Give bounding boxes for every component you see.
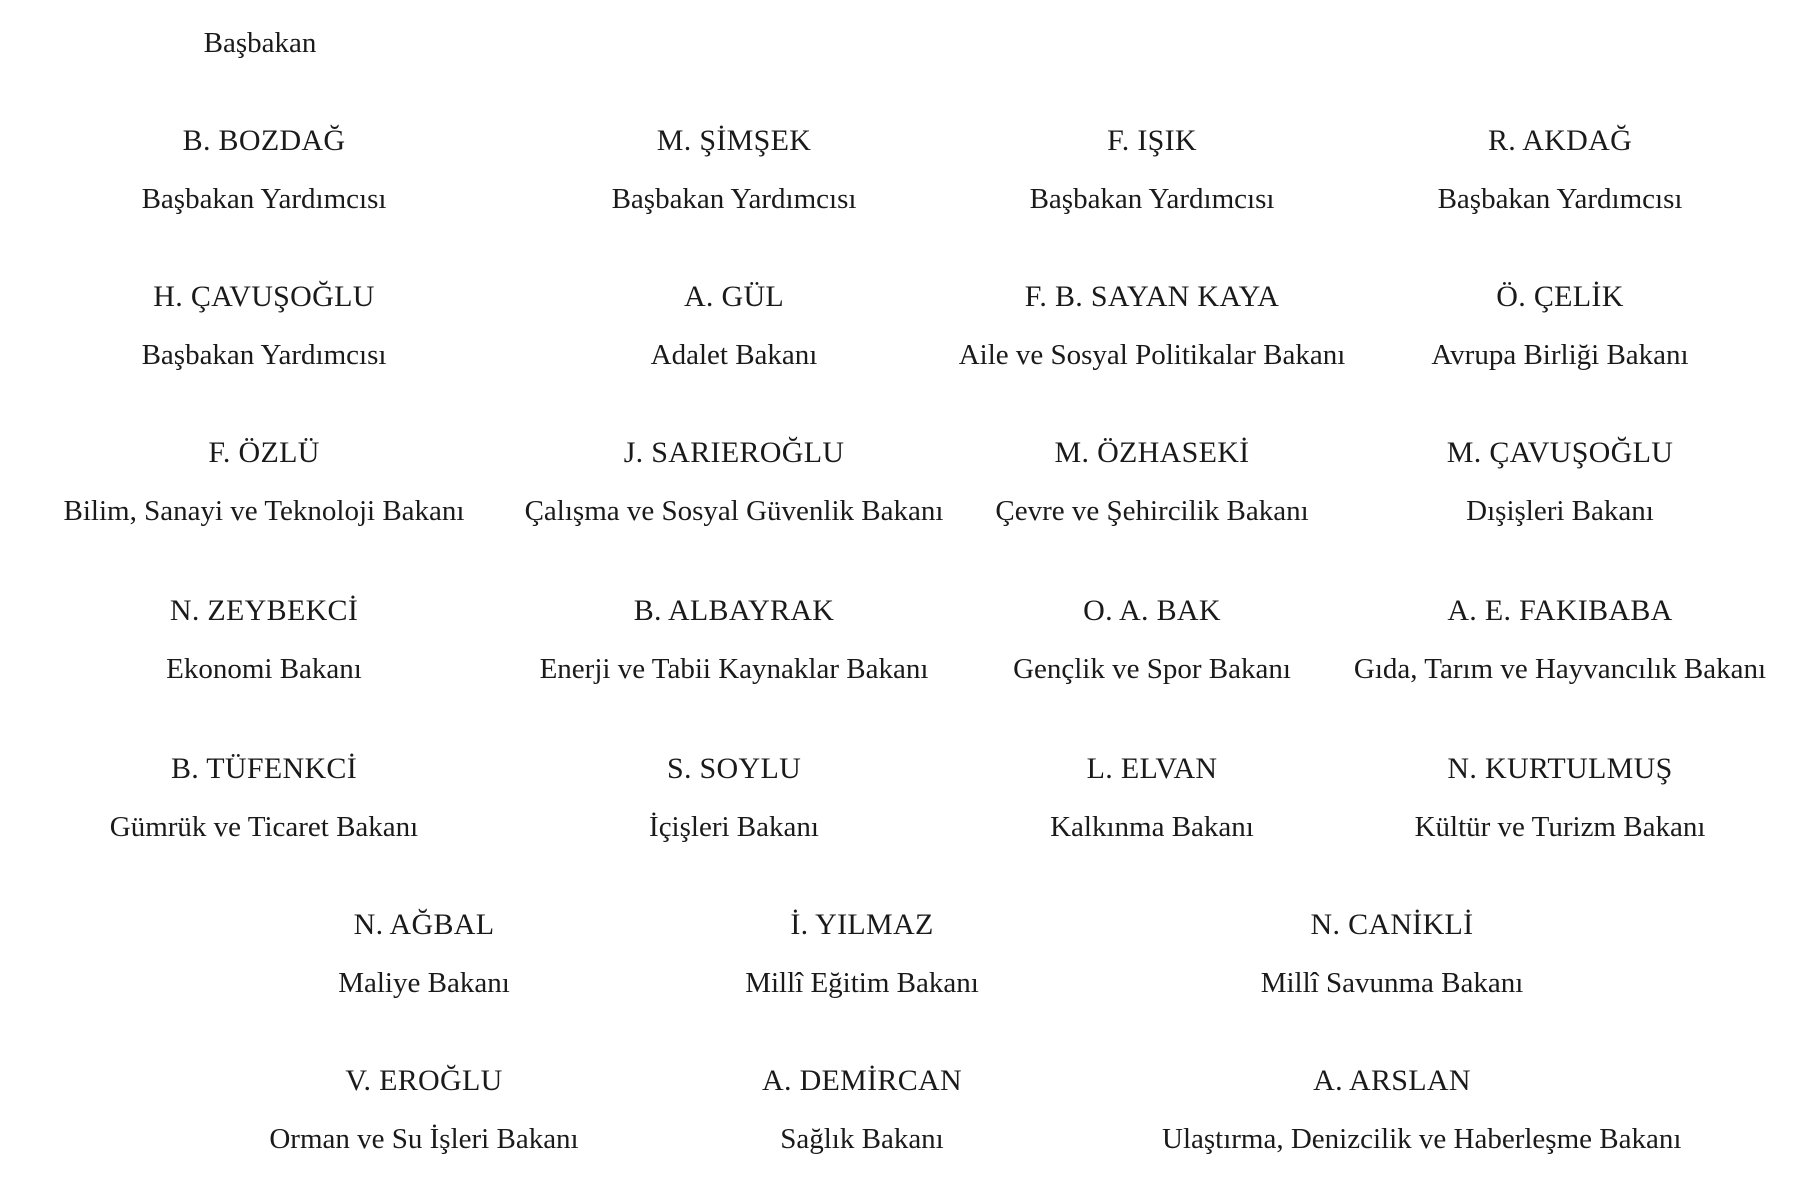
signatory-entry [34,280,494,372]
signatory-entry [34,752,494,844]
signatory-entry [504,752,964,844]
signatory-title: Sağlık Bakanı [780,1123,944,1155]
signatory-name: A. GÜL [683,280,785,313]
signatory-entry [34,594,494,686]
signatory-entry [1330,436,1790,528]
signatory-title: Kalkınma Bakanı [1050,811,1254,843]
signatory-title: Ulaştırma, Denizcilik ve Haberleşme Bakanı [1162,1123,1682,1155]
signatory-entry [922,280,1382,372]
signatory-title: Bilim, Sanayi ve Teknoloji Bakanı [63,495,465,527]
signatory-name: L. ELVAN [1086,752,1218,785]
signatory-entry [632,908,1092,1000]
signatory-name: İ. YILMAZ [790,908,934,941]
signatory-entry [504,280,964,372]
signatory-entry [1330,594,1790,686]
signatory-title: İçişleri Bakanı [649,811,819,843]
signatory-name: F. ÖZLÜ [208,436,320,469]
signatory-title: Aile ve Sosyal Politikalar Bakanı [958,339,1346,371]
signatory-title: Millî Savunma Bakanı [1260,967,1524,999]
signatory-title: Avrupa Birliği Bakanı [1431,339,1689,371]
signatory-entry [194,1064,654,1156]
signatory-name: F. B. SAYAN KAYA [1024,280,1280,313]
signatory-name: Ö. ÇELİK [1496,280,1624,313]
signatory-name: N. ZEYBEKCİ [169,594,359,627]
signatory-name: N. CANİKLİ [1310,908,1474,941]
signatory-entry [1330,124,1790,216]
prime-minister-title: Başbakan [203,27,317,59]
signatory-title: Enerji ve Tabii Kaynaklar Bakanı [539,653,929,685]
signatory-name: M. ŞİMŞEK [656,124,812,157]
signatory-title: Millî Eğitim Bakanı [745,967,979,999]
signatory-name: M. ÖZHASEKİ [1054,436,1250,469]
signatory-entry [504,436,964,528]
signatory-title: Kültür ve Turizm Bakanı [1414,811,1706,843]
signatory-entry [1330,280,1790,372]
signatory-name: S. SOYLU [666,752,802,785]
signatory-name: N. KURTULMUŞ [1447,752,1673,785]
signatory-title: Gençlik ve Spor Bakanı [1013,653,1291,685]
signatory-name: B. TÜFENKCİ [170,752,358,785]
signatory-entry [922,752,1382,844]
signatory-name: B. ALBAYRAK [633,594,835,627]
signatory-name: A. E. FAKIBABA [1447,594,1673,627]
signatory-entry [922,594,1382,686]
signatory-name: H. ÇAVUŞOĞLU [153,280,375,313]
signatory-entry [194,908,654,1000]
signatory-title: Dışişleri Bakanı [1466,495,1654,527]
signatory-name: A. DEMİRCAN [762,1064,962,1097]
signatory-name: F. IŞIK [1107,124,1197,157]
signatory-title: Başbakan Yardımcısı [141,183,387,215]
signatory-title: Adalet Bakanı [650,339,818,371]
signatory-entry [922,124,1382,216]
signatory-entry [34,124,494,216]
signatory-name: A. ARSLAN [1313,1064,1471,1097]
signatory-entry [632,1064,1092,1156]
signatory-entry [1162,1064,1682,1156]
signatory-entry [1162,908,1622,1000]
signatory-name: J. SARIEROĞLU [623,436,845,469]
signatory-name: R. AKDAĞ [1487,124,1633,157]
signatory-title: Gıda, Tarım ve Hayvancılık Bakanı [1353,653,1767,685]
signatory-title: Orman ve Su İşleri Bakanı [269,1123,579,1155]
signatory-entry [34,436,494,528]
signatory-title: Ekonomi Bakanı [166,653,362,685]
signatory-entry [504,594,964,686]
signatory-entry [1330,752,1790,844]
signatory-name: V. EROĞLU [345,1064,503,1097]
signatory-name: N. AĞBAL [353,908,495,941]
signatory-title: Gümrük ve Ticaret Bakanı [109,811,419,843]
cut-off-name [145,0,375,2]
signatory-name: M. ÇAVUŞOĞLU [1446,436,1674,469]
signatory-title: Başbakan Yardımcısı [141,339,387,371]
signatory-name: O. A. BAK [1083,594,1221,627]
signatory-title: Maliye Bakanı [338,967,510,999]
signatory-title: Başbakan Yardımcısı [1437,183,1683,215]
signatory-entry [922,436,1382,528]
signatory-title: Çalışma ve Sosyal Güvenlik Bakanı [524,495,944,527]
signatory-title: Başbakan Yardımcısı [1029,183,1275,215]
signatory-title: Çevre ve Şehircilik Bakanı [995,495,1309,527]
signatory-entry [504,124,964,216]
signatory-name: B. BOZDAĞ [182,124,346,157]
signatory-title: Başbakan Yardımcısı [611,183,857,215]
